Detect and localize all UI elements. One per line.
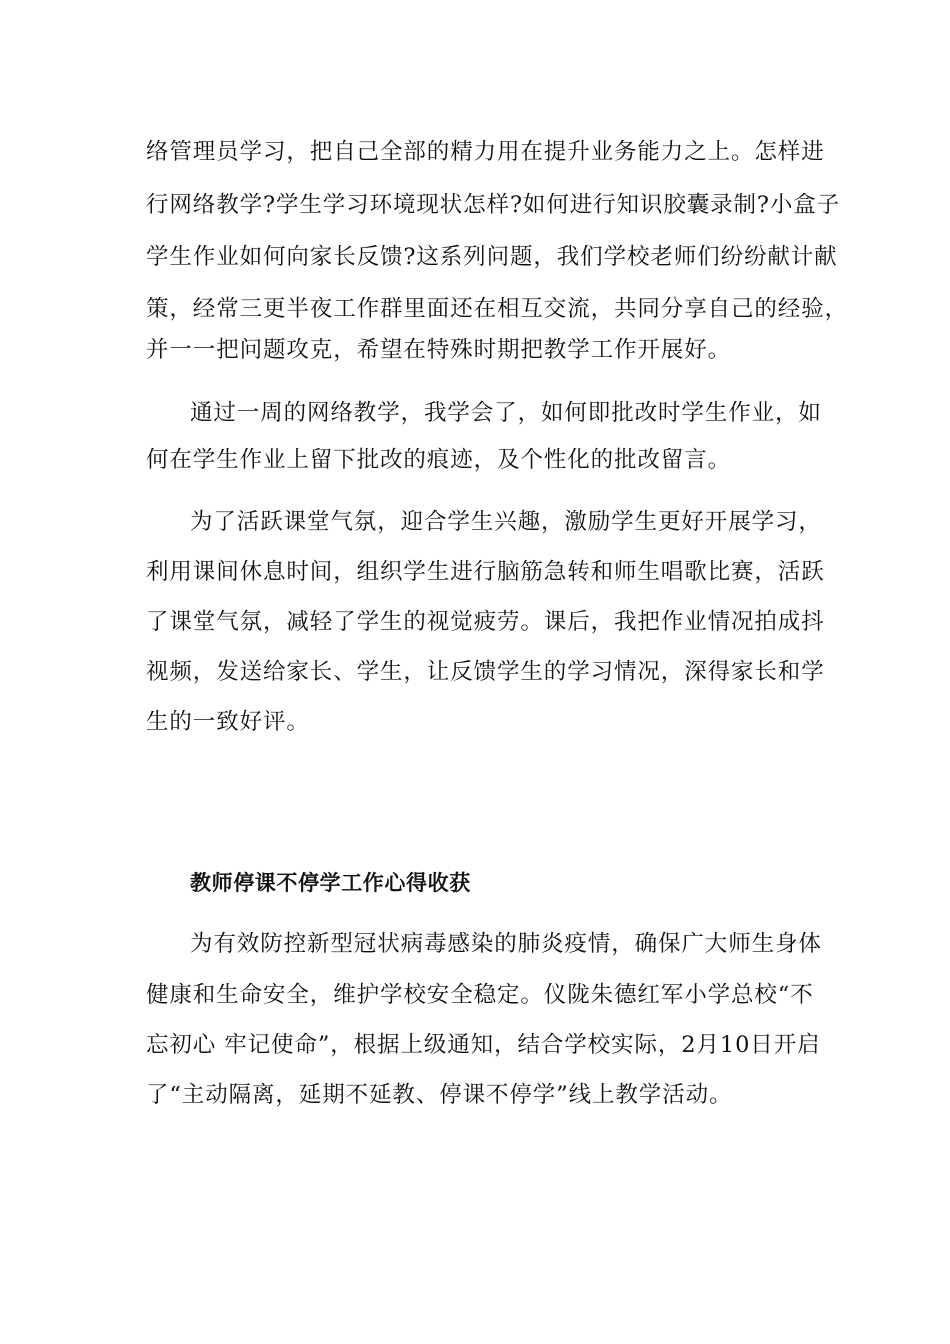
body-text-line: 络管理员学习，把自己全部的精力用在提升业务能力之上。怎样进 xyxy=(146,139,825,165)
body-text-line: 了“主动隔离，延期不延教、停课不停学”线上教学活动。 xyxy=(146,1082,733,1108)
body-text-line: 为了活跃课堂气氛，迎合学生兴趣，激励学生更好开展学习， xyxy=(190,509,822,535)
body-text-line: 并一一把问题攻克，希望在特殊时期把教学工作开展好。 xyxy=(146,337,732,363)
body-text-line: 利用课间休息时间，组织学生进行脑筋急转和师生唱歌比赛，活跃 xyxy=(146,559,825,585)
body-text-line: 策，经常三更半夜工作群里面还在相互交流，共同分享自己的经验， xyxy=(146,296,849,322)
body-text-line: 为有效防控新型冠状病毒感染的肺炎疫情，确保广大师生身体 xyxy=(190,931,822,957)
body-text-line: 忘初心 牢记使命”，根据上级通知，结合学校实际，2月10日开启 xyxy=(146,1032,821,1058)
body-text-line: 何在学生作业上留下批改的痕迹，及个性化的批改留言。 xyxy=(146,447,732,473)
body-text-line: 健康和生命安全，维护学校安全稳定。仪陇朱德红军小学总校“不 xyxy=(146,982,814,1008)
body-text-line: 生的一致好评。 xyxy=(146,709,310,735)
body-text-line: 行网络教学?学生学习环境现状怎样?如何进行知识胶囊录制?小盒子 xyxy=(146,192,841,218)
section-heading: 教师停课不停学工作心得收获 xyxy=(190,871,471,895)
body-text-line: 视频，发送给家长、学生，让反馈学生的学习情况，深得家长和学 xyxy=(146,659,825,685)
body-text-line: 学生作业如何向家长反馈?这系列问题，我们学校老师们纷纷献计献 xyxy=(146,244,838,270)
body-text-line: 了课堂气氛，减轻了学生的视觉疲劳。课后，我把作业情况拍成抖 xyxy=(146,609,825,635)
body-text-line: 通过一周的网络教学，我学会了，如何即批改时学生作业，如 xyxy=(190,400,822,426)
